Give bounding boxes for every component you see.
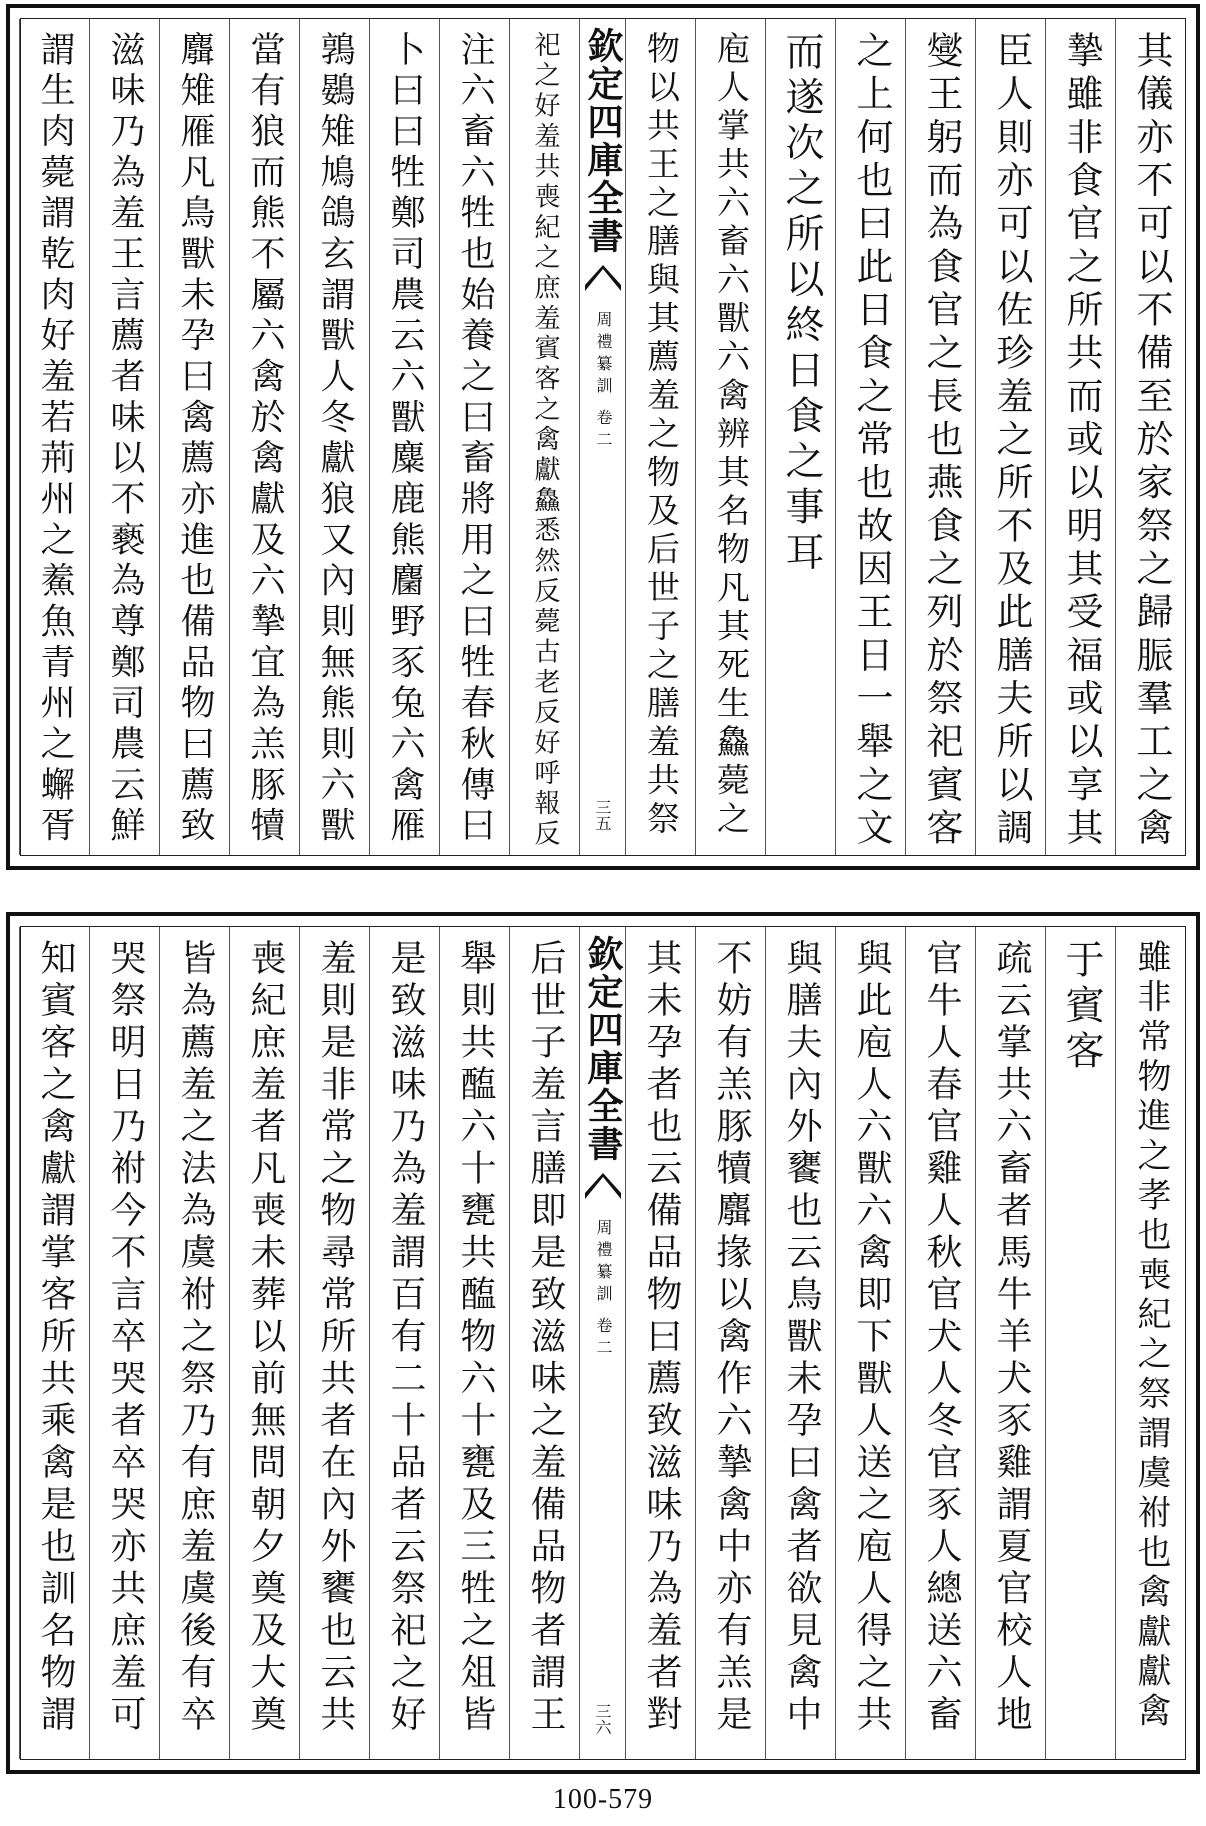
- text-column: 官牛人春官雞人秋官犬人冬官豕人總送六畜: [905, 927, 975, 1759]
- text-column: 舉則共醢六十甕共醢物六十甕及三牲之俎皆: [439, 927, 509, 1759]
- text-column: 與膳夫內外饔也云鳥獸未孕曰禽者欲見禽中: [765, 927, 835, 1759]
- text-column: 而遂次之所以終日食之事耳: [765, 19, 835, 855]
- gutter-title: 欽定四庫全書: [582, 27, 624, 255]
- fish-tail-icon: [583, 261, 623, 301]
- gutter-volume: 卷二: [594, 409, 613, 453]
- gutter-title: 欽定四庫全書: [582, 935, 624, 1163]
- gutter-volume: 卷二: [594, 1317, 613, 1361]
- gutter-page-number: 三五: [593, 799, 612, 831]
- text-column: 麛雉雁凡鳥獸未孕曰禽薦亦進也備品物曰薦致: [159, 19, 229, 855]
- text-column: 疏云掌共六畜者馬牛羊犬豕雞謂夏官校人地: [975, 927, 1045, 1759]
- text-column: 鶉鷃雉鳩鴿玄謂獸人冬獻狼又內則無熊則六獸: [299, 19, 369, 855]
- page-footer-number: 100-579: [552, 1784, 654, 1815]
- text-column: 羞則是非常之物尋常所共者在內外饔也云共: [299, 927, 369, 1759]
- bottom-columns: [21, 927, 1185, 1759]
- text-column: 摯雖非食官之所共而或以明其受福或以享其: [1045, 19, 1115, 855]
- text-column: 其未孕者也云備品物曰薦致滋味乃為羞者對: [625, 927, 695, 1759]
- gutter-column: [579, 19, 625, 855]
- text-column: 當有狼而熊不屬六禽於禽獻及六摯宜為羔豚犢: [229, 19, 299, 855]
- top-columns: [21, 19, 1185, 855]
- text-column: 后世子羞言膳即是致滋味之羞備品物者謂王: [509, 927, 579, 1759]
- text-column: 其儀亦不可以不備至於家祭之歸脤羣工之禽: [1115, 19, 1185, 855]
- text-column: 哭祭明日乃祔今不言卒哭者卒哭亦共庶羞可: [89, 927, 159, 1759]
- text-column: 臣人則亦可以佐珍羞之所不及此膳夫所以調: [975, 19, 1045, 855]
- text-column: 是致滋味乃為羞謂百有二十品者云祭祀之好: [369, 927, 439, 1759]
- text-column: 卜曰曰牲鄭司農云六獸麋鹿熊麕野豕兔六禽雁: [369, 19, 439, 855]
- bottom-page: [6, 912, 1200, 1774]
- gutter-column: [579, 927, 625, 1759]
- text-column: 皆為薦羞之法為虞祔之祭乃有庶羞虞後有卒: [159, 927, 229, 1759]
- text-column: 知賓客之禽獻謂掌客所共乘禽是也訓名物謂: [19, 927, 89, 1759]
- text-column: 不妨有羔豚犢麛掾以禽作六摯禽中亦有羔是: [695, 927, 765, 1759]
- text-column: 燮王躬而為食官之長也燕食之列於祭祀賓客: [905, 19, 975, 855]
- gutter-page-number: 三六: [593, 1703, 612, 1735]
- text-column: 與此庖人六獸六禽即下獸人送之庖人得之共: [835, 927, 905, 1759]
- bottom-page-frame: [20, 926, 1186, 1760]
- text-column: 滋味乃為羞王言薦者味以不褻為尊鄭司農云鮮: [89, 19, 159, 855]
- gutter-book: 周禮纂訓: [594, 1219, 613, 1307]
- text-column: 物以共王之膳與其薦羞之物及后世子之膳羞共祭: [625, 19, 695, 855]
- text-column: 注六畜六牲也始養之曰畜將用之曰牲春秋傳曰: [439, 19, 509, 855]
- text-column: 喪紀庶羞者凡喪未葬以前無問朝夕奠及大奠: [229, 927, 299, 1759]
- fish-tail-icon: [583, 1169, 623, 1209]
- top-page: [6, 4, 1200, 870]
- text-column: 雖非常物進之孝也喪紀之祭謂虞祔也禽獻獻禽: [1115, 927, 1185, 1759]
- text-column: 祀之好羞共喪紀之庶羞賓客之禽獻鱻悉然反薨古老反好呼報反: [509, 19, 579, 855]
- text-column: 庖人掌共六畜六獸六禽辨其名物凡其死生鱻薨之: [695, 19, 765, 855]
- text-column: 于賓客: [1045, 927, 1115, 1759]
- top-page-frame: [20, 18, 1186, 856]
- gutter-book: 周禮纂訓: [594, 311, 613, 399]
- text-column: 謂生肉薨謂乾肉好羞若荊州之鮺魚青州之蠏胥: [19, 19, 89, 855]
- text-column: 之上何也曰此日食之常也故因王日一舉之文: [835, 19, 905, 855]
